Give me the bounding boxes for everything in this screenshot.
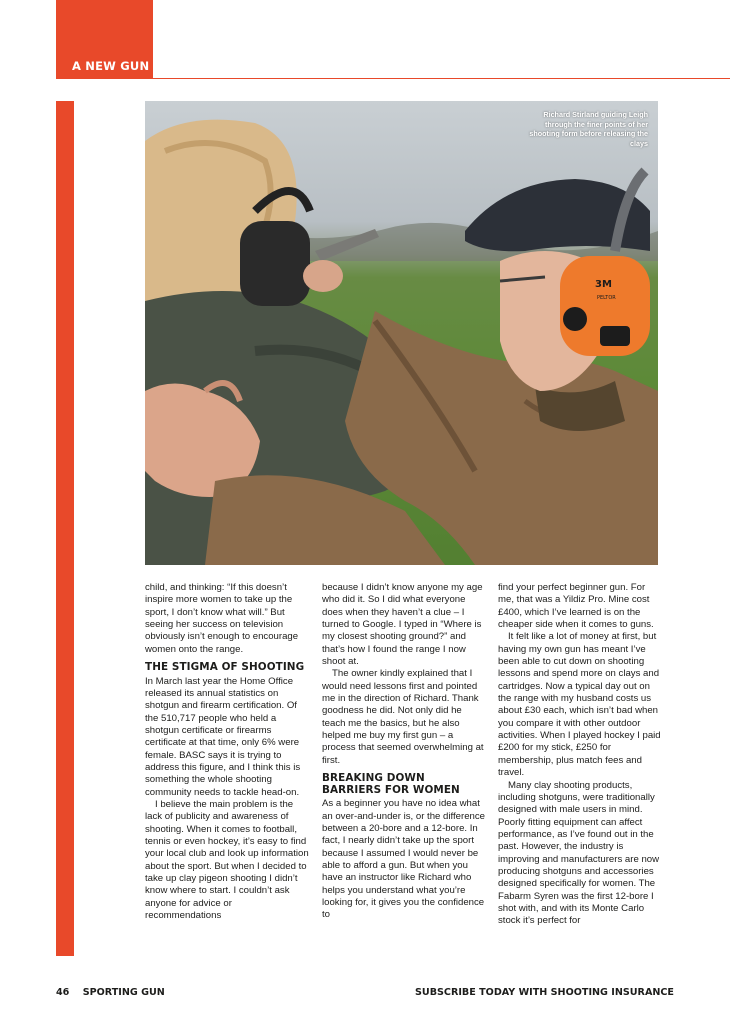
section-label: A NEW GUN (72, 59, 150, 73)
paragraph: Many clay shooting products, including shotguns, were traditionally designed with male users in mind. Poorly fitting equipment can affect performance, as I’ve found out in the past. However, the industry is improving and manufacturers are now producing shotguns and accessories designed specifically for women. The Fabarm Syren was the first 12-bore I shot with, and with its Monte Carlo stock it’s perfect for (498, 779, 660, 927)
page-number: 46 (56, 987, 70, 998)
paragraph: It felt like a lot of money at first, but having my own gun has meant I’ve been able to cut down on shooting lessons and spend more on clays and cartridges. Now a typical day out on the range with my husband costs us about £30 each, which isn’t bad when you compare it with other outdoor activities. When I played hockey I paid £200 for my stick, £250 for membership, plus match fees and travel. (498, 631, 661, 779)
article-column-1 (145, 582, 310, 922)
woman-earmuff (240, 221, 310, 306)
accent-side-bar (56, 101, 74, 956)
paragraph: child, and thinking: “If this doesn’t inspire more women to take up the sport, I don’t know what will.” But seeing her success on television obviously isn’t enough to encourage women onto the range. (145, 582, 299, 655)
header-rule (153, 78, 730, 79)
section-tab (56, 0, 153, 79)
woman-hand (303, 260, 343, 292)
paragraph: I believe the main problem is the lack of publicity and awareness of shooting. When it comes to football, tennis or even hockey, it’s easy to find your local club and look up information about the sport. But when I decided to take up clay pigeon shooting I didn’t know where to start. I couldn’t ask anyone for advice or recommendations (145, 799, 309, 922)
paragraph: The owner kindly explained that I would need lessons first and pointed me in the direction of Richard. Thank goodness he did. Not only did he teach me the basics, but he also helped me buy my first gun – a process that seemed overwhelming at first. (322, 668, 484, 766)
article-column-2 (322, 582, 487, 922)
article-column-3 (498, 582, 663, 928)
paragraph: because I didn’t know anyone my age who did it. So I did what everyone does when they haven’t a clue – I turned to Google. I typed in “Where is my closest shooting ground?” and that’s how I found the range I now shoot at. (322, 582, 483, 668)
footer-left (56, 987, 165, 998)
magazine-name: SPORTING GUN (82, 987, 165, 998)
earmuff-model: PELTOR (597, 295, 616, 301)
paragraph: find your perfect beginner gun. For me, that was a Yildiz Pro. Mine cost £400, which I’ve learned is on the cheaper side when it comes to guns. (498, 582, 654, 631)
main-photo (145, 101, 658, 565)
subheading: BREAKING DOWN BARRIERS FOR WOMEN (322, 772, 460, 796)
footer-promo: SUBSCRIBE TODAY WITH SHOOTING INSURANCE (415, 987, 674, 998)
paragraph: As a beginner you have no idea what an over-and-under is, or the difference between a 20-bore and a 12-bore. In fact, I nearly didn’t take up the sport because I assumed I would never be able to afford a gun. But when you have an instructor like Richard who helps you understand what you’re looking for, it gives you the confidence to (322, 798, 486, 921)
subheading: THE STIGMA OF SHOOTING (145, 661, 305, 674)
photo-caption: Richard Stirland guiding Leigh through the finer points of her shooting form before releasing the clays (529, 110, 648, 148)
photo-illustration (145, 101, 658, 565)
paragraph: In March last year the Home Office released its annual statistics on shotgun and firearm certification. Of the 510,717 people who held a shotgun certificate or firearms certificate at that time, only 6% were female. BASC says it is trying to address this figure, and I think this is something the whole shooting community needs to tackle head-on. (145, 675, 301, 798)
earmuff-brand: 3M (595, 279, 612, 290)
